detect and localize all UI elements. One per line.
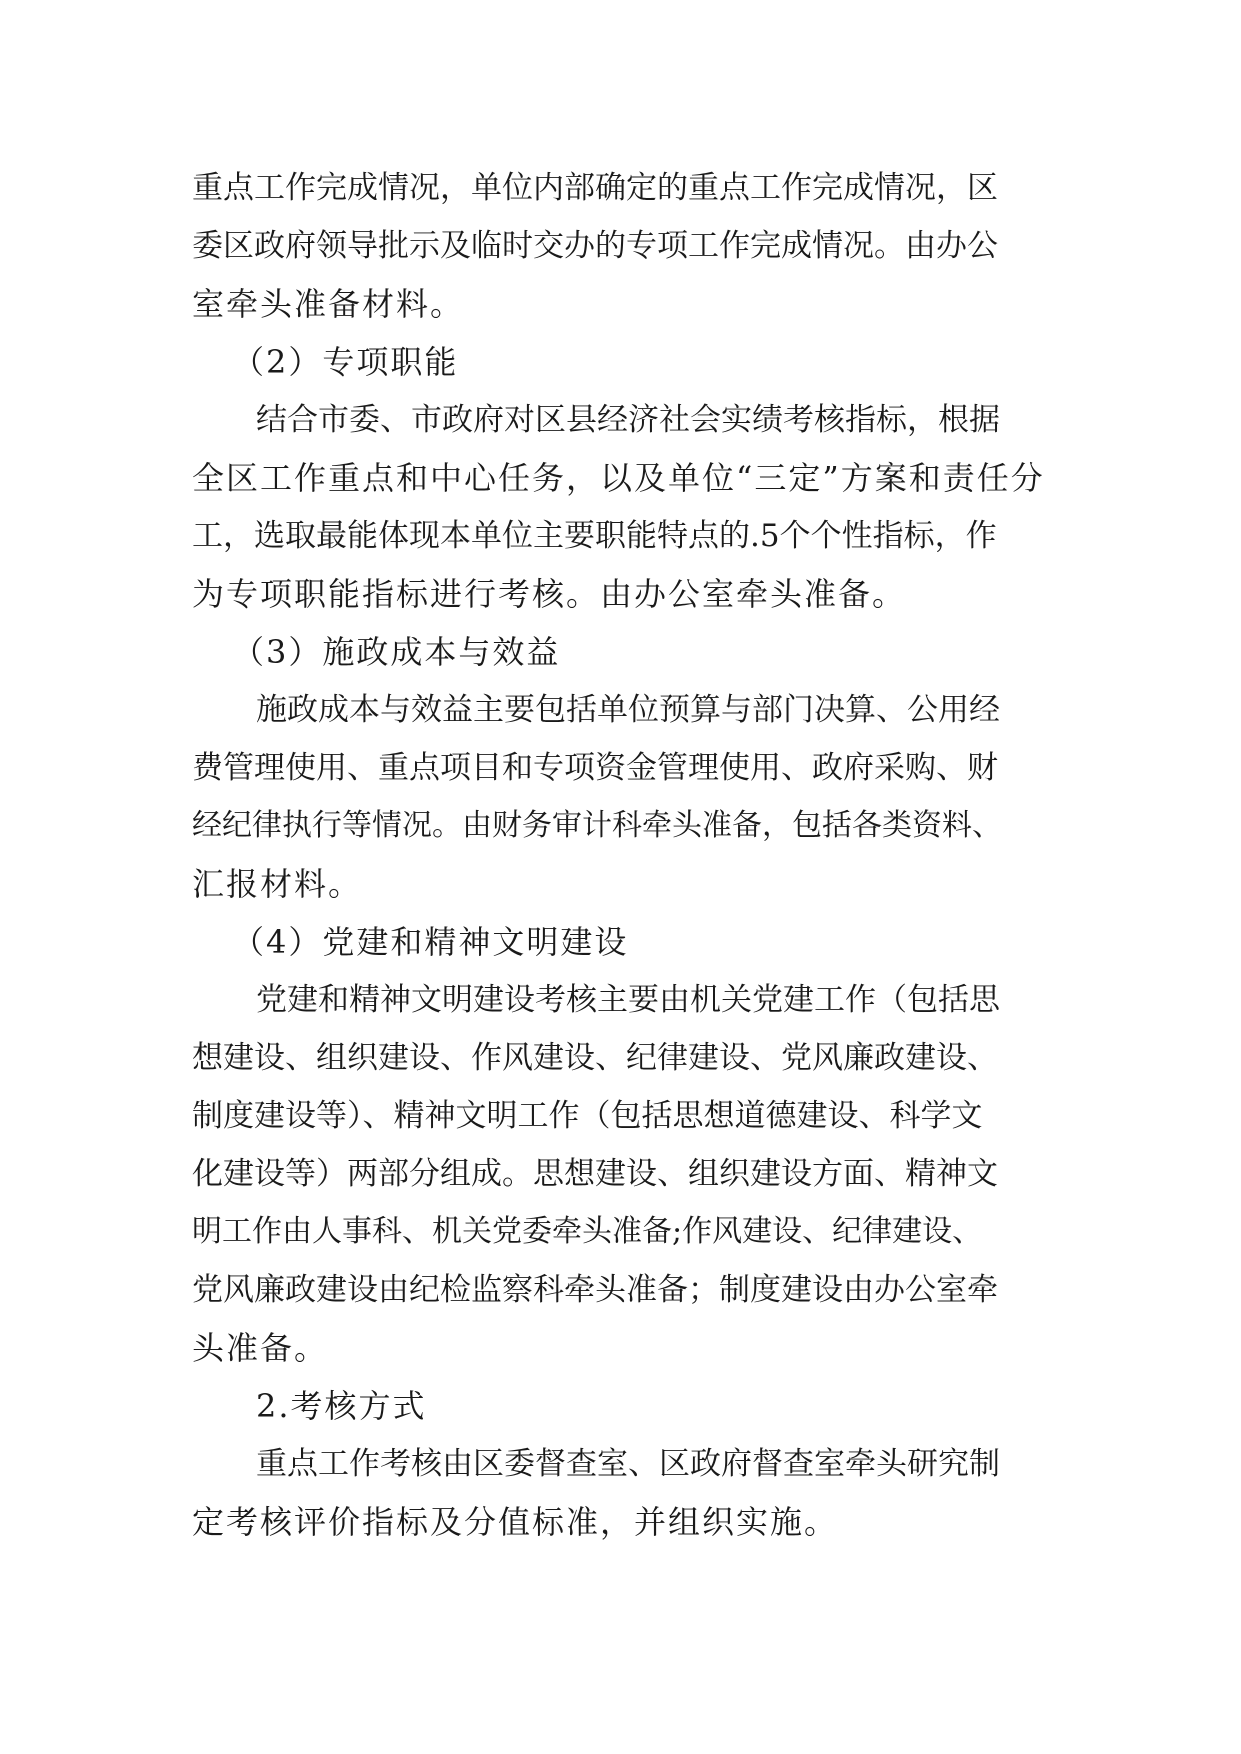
paragraph-line: 定考核评价指标及分值标准，并组织实施。 — [192, 1503, 839, 1541]
paragraph-line: 施政成本与效益主要包括单位预算与部门决算、公用经 — [256, 692, 1000, 728]
section-heading: （4）党建和精神文明建设 — [232, 923, 629, 961]
paragraph-line: 全区工作重点和中心任务，以及单位“三定”方案和责任分 — [192, 459, 1045, 497]
paragraph-line: 结合市委、市政府对区县经济社会实绩考核指标，根据 — [256, 402, 1000, 438]
paragraph-line: 党风廉政建设由纪检监察科牵头准备；制度建设由办公室牵 — [192, 1272, 998, 1308]
paragraph-line: 明工作由人事科、机关党委牵头准备;作风建设、纪律建设、 — [192, 1214, 983, 1249]
paragraph-line: 化建设等）两部分组成。思想建设、组织建设方面、精神文 — [192, 1156, 998, 1192]
section-heading: （2）专项职能 — [232, 343, 459, 381]
paragraph-line: 想建设、组织建设、作风建设、纪律建设、党风廉政建设、 — [192, 1040, 998, 1076]
section-heading: （3）施政成本与效益 — [232, 633, 561, 671]
paragraph-line: 费管理使用、重点项目和专项资金管理使用、政府采购、财 — [192, 750, 998, 786]
paragraph-line: 委区政府领导批示及临时交办的专项工作完成情况。由办公 — [192, 228, 998, 264]
paragraph-line: 党建和精神文明建设考核主要由机关党建工作（包括思 — [256, 982, 1000, 1018]
paragraph-line: 为专项职能指标进行考核。由办公室牵头准备。 — [192, 575, 907, 613]
paragraph-line: 室牵头准备材料。 — [192, 285, 465, 323]
paragraph-line: 重点工作完成情况，单位内部确定的重点工作完成情况，区 — [192, 170, 998, 206]
paragraph-line: 工，选取最能体现本单位主要职能特点的.5个个性指标，作 — [192, 518, 997, 554]
paragraph-line: 经纪律执行等情况。由财务审计科牵头准备，包括各类资料、 — [192, 808, 1002, 843]
paragraph-line: 汇报材料。 — [192, 865, 363, 903]
paragraph-line: 头准备。 — [192, 1329, 329, 1367]
section-heading: 2.考核方式 — [256, 1387, 427, 1425]
paragraph-line: 重点工作考核由区委督查室、区政府督查室牵头研究制 — [256, 1446, 1000, 1482]
paragraph-line: 制度建设等）、精神文明工作（包括思想道德建设、科学文 — [192, 1098, 983, 1134]
